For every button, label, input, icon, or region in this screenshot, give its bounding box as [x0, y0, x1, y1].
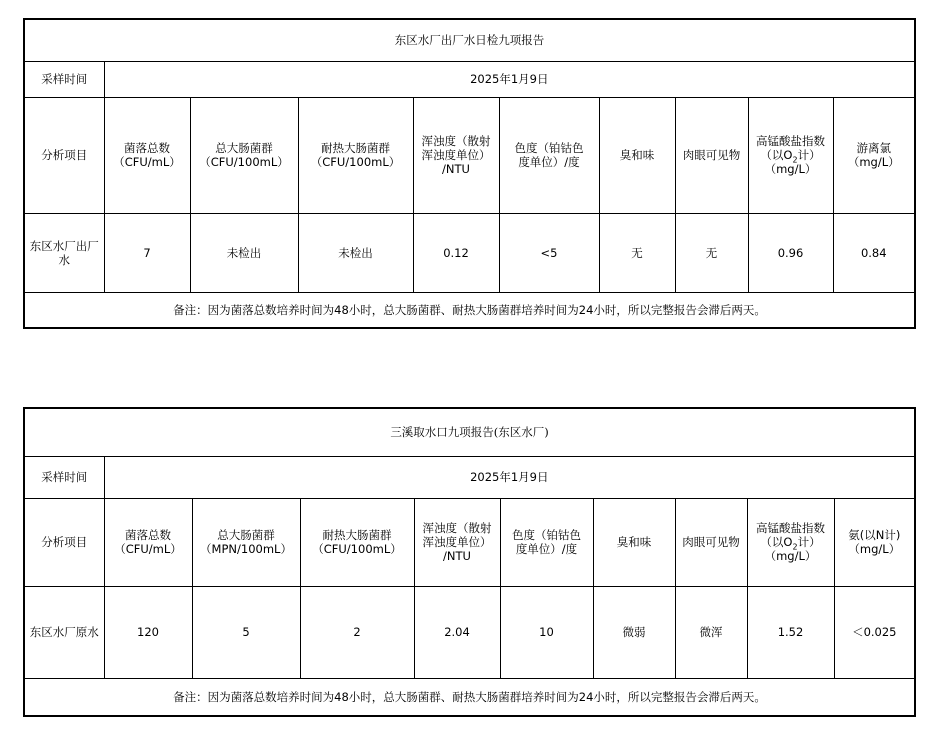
value-total-coliform: 5 — [192, 586, 300, 678]
header-visible-matter: 肉眼可见物 — [675, 97, 748, 213]
header-thermotolerant-coliform: 耐热大肠菌群 （CFU/100mL） — [300, 498, 414, 586]
header-thermotolerant-coliform: 耐热大肠菌群 （CFU/100mL） — [298, 97, 413, 213]
sample-date: 2025年1月9日 — [104, 456, 915, 498]
header-colony-count: 菌落总数 （CFU/mL） — [104, 498, 192, 586]
value-colony-count: 7 — [104, 213, 190, 292]
report-title: 三溪取水口九项报告(东区水厂) — [24, 408, 915, 456]
value-visible-matter: 无 — [675, 213, 748, 292]
value-thermotolerant-coliform: 2 — [300, 586, 414, 678]
report-note: 备注：因为菌落总数培养时间为48小时，总大肠菌群、耐热大肠菌群培养时间为24小时，所以完整报告会滞后两天。 — [24, 678, 915, 716]
header-total-coliform: 总大肠菌群 （MPN/100mL） — [192, 498, 300, 586]
value-thermotolerant-coliform: 未检出 — [298, 213, 413, 292]
value-color: 10 — [500, 586, 593, 678]
value-visible-matter: 微浑 — [675, 586, 747, 678]
report-table-2 — [23, 407, 916, 717]
header-colony-count: 菌落总数 （CFU/mL） — [104, 97, 190, 213]
sample-date: 2025年1月9日 — [104, 61, 915, 97]
value-color: <5 — [499, 213, 599, 292]
item-label: 分析项目 — [24, 498, 104, 586]
header-turbidity: 浑浊度（散射 浑浊度单位） /NTU — [414, 498, 500, 586]
value-permanganate: 0.96 — [748, 213, 833, 292]
value-ammonia: ＜0.025 — [834, 586, 915, 678]
value-colony-count: 120 — [104, 586, 192, 678]
header-ammonia: 氨(以N计) （mg/L） — [834, 498, 915, 586]
header-turbidity: 浑浊度（散射 浑浊度单位） /NTU — [413, 97, 499, 213]
header-odor: 臭和味 — [593, 498, 675, 586]
value-permanganate: 1.52 — [747, 586, 834, 678]
value-odor: 无 — [599, 213, 675, 292]
header-visible-matter: 肉眼可见物 — [675, 498, 747, 586]
row-label: 东区水厂出厂水 — [24, 213, 104, 292]
report-table-1 — [23, 18, 916, 329]
header-permanganate: 高锰酸盐指数 （以$O_2$计） （mg/L） — [748, 97, 833, 213]
header-color: 色度（铂钴色 度单位）/度 — [499, 97, 599, 213]
value-free-chlorine: 0.84 — [833, 213, 915, 292]
header-permanganate: 高锰酸盐指数 （以$O_2$计） （mg/L） — [747, 498, 834, 586]
value-total-coliform: 未检出 — [190, 213, 298, 292]
value-turbidity: 0.12 — [413, 213, 499, 292]
value-odor: 微弱 — [593, 586, 675, 678]
header-total-coliform: 总大肠菌群 （CFU/100mL） — [190, 97, 298, 213]
report-title: 东区水厂出厂水日检九项报告 — [24, 19, 915, 61]
sample-time-label: 采样时间 — [24, 456, 104, 498]
item-label: 分析项目 — [24, 97, 104, 213]
value-turbidity: 2.04 — [414, 586, 500, 678]
header-odor: 臭和味 — [599, 97, 675, 213]
row-label: 东区水厂原水 — [24, 586, 104, 678]
header-free-chlorine: 游离氯 （mg/L） — [833, 97, 915, 213]
sample-time-label: 采样时间 — [24, 61, 104, 97]
header-color: 色度（铂钴色 度单位）/度 — [500, 498, 593, 586]
report-note: 备注：因为菌落总数培养时间为48小时，总大肠菌群、耐热大肠菌群培养时间为24小时，所以完整报告会滞后两天。 — [24, 292, 915, 328]
